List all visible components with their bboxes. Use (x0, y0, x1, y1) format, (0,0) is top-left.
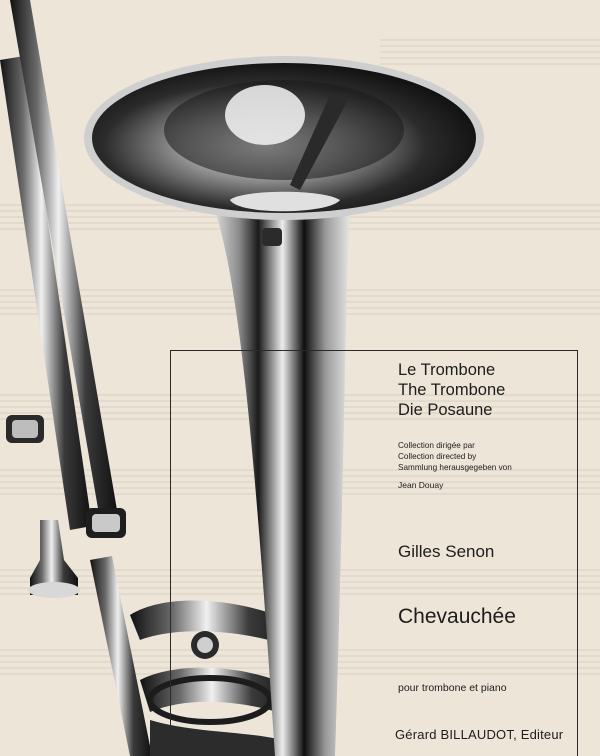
collection-line-en: Collection directed by (398, 452, 477, 461)
series-titles (398, 360, 505, 420)
series-title-en: The Trombone (398, 381, 506, 399)
title-frame (170, 350, 578, 756)
series-title-de: Die Posaune (398, 401, 493, 419)
collection-credit (398, 440, 512, 473)
collection-line-fr: Collection dirigée par (398, 441, 475, 450)
collection-editor: Jean Douay (398, 480, 444, 490)
work-title: Chevauchée (398, 605, 516, 628)
instrumentation-subtitle: pour trombone et piano (398, 682, 507, 694)
collection-line-de: Sammlung herausgegeben von (398, 463, 512, 472)
publisher-name: Gérard BILLAUDOT, Editeur (395, 727, 564, 742)
series-title-fr: Le Trombone (398, 361, 496, 379)
composer-name: Gilles Senon (398, 542, 495, 561)
